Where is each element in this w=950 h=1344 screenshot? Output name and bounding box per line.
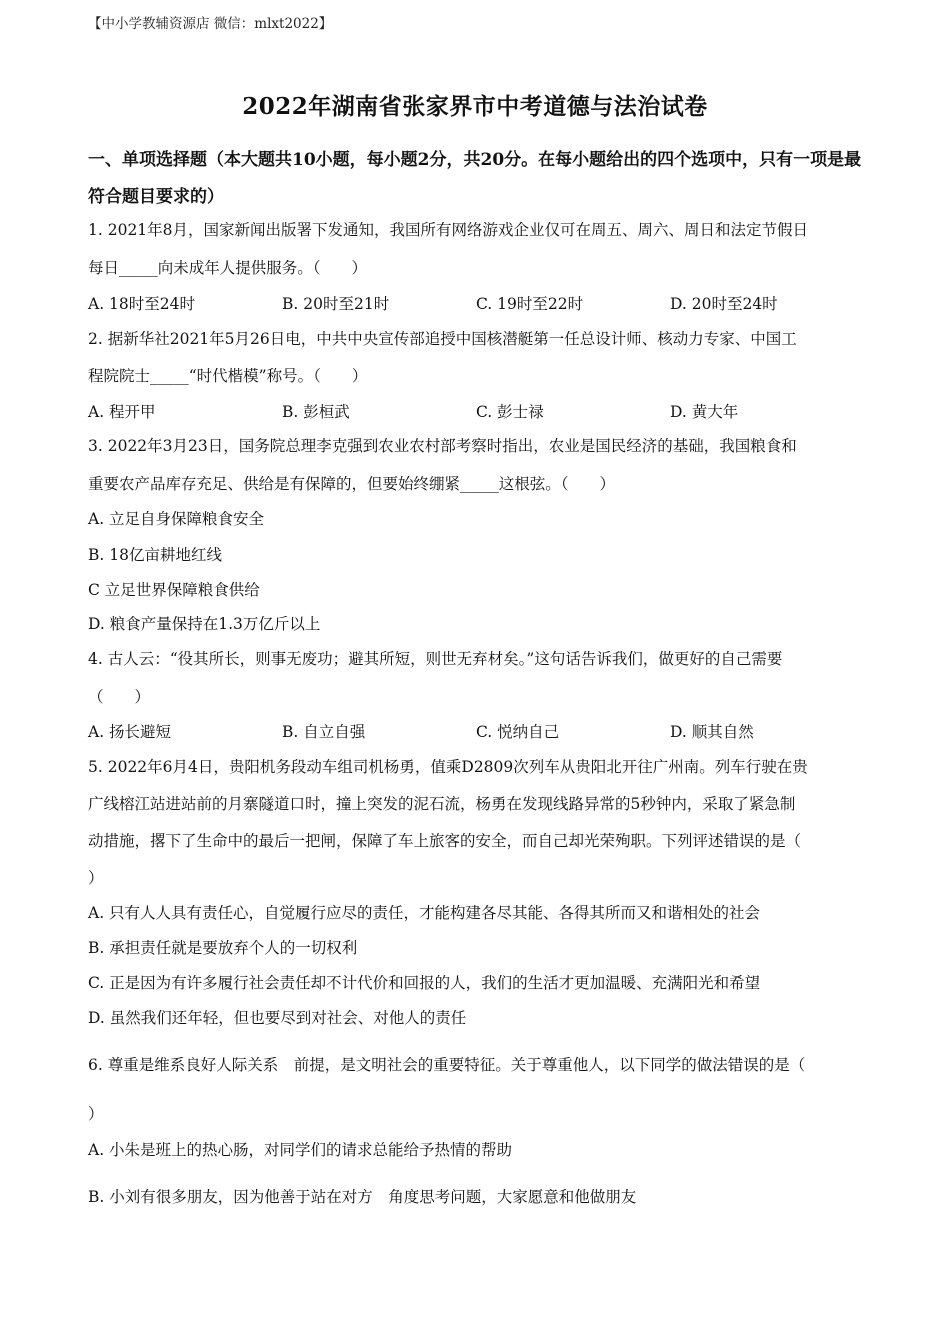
question-6-option-b: B. 小刘有很多朋友，因为他善于站在对方 角度思考问题，大家愿意和他做朋友 [88,1188,637,1206]
question-5-option-b: B. 承担责任就是要放弃个人的一切权利 [88,939,358,957]
question-1-text-line-2: 每日_____向未成年人提供服务。（ ） [88,259,368,277]
question-3-option-a: A. 立足自身保障粮食安全 [88,510,265,528]
question-2-option-c: C. 彭士禄 [476,403,544,421]
question-1-option-d: D. 20时至24时 [670,295,778,313]
question-4-option-b: B. 自立自强 [282,723,366,741]
question-5-text-line-4: ） [88,869,104,887]
question-3-option-d: D. 粮食产量保持在1.3万亿斤以上 [88,615,321,633]
question-2-text-line-1: 2. 据新华社2021年5月26日电，中共中央宣传部追授中国核潜艇第一任总设计师、核动力专家、中国工 [88,330,797,348]
question-2-option-d: D. 黄大年 [670,403,739,421]
question-2-text-line-2: 程院院士_____“时代楷模”称号。（ ） [88,367,368,385]
question-6-text-line-1: 6. 尊重是维系良好人际关系 前提，是文明社会的重要特征。关于尊重他人，以下同学的做法错误的是（ [88,1056,806,1074]
question-1-option-a: A. 18时至24时 [88,295,195,313]
question-3-option-b: B. 18亿亩耕地红线 [88,546,222,564]
question-4-option-d: D. 顺其自然 [670,723,754,741]
question-1-option-c: C. 19时至22时 [476,295,584,313]
question-2-option-b: B. 彭桓武 [282,403,350,421]
question-6-text-line-2: ） [88,1105,104,1123]
question-4-text-line-2: （ ） [88,688,151,706]
question-5-text-line-1: 5. 2022年6月4日，贵阳机务段动车组司机杨勇，值乘D2809次列车从贵阳北开往广州南。列车行驶在贵 [88,758,808,776]
question-5-option-c: C. 正是因为有许多履行社会责任却不计代价和回报的人，我们的生活才更加温暖、充满阳光和希望 [88,974,761,992]
question-2-option-a: A. 程开甲 [88,403,156,421]
question-1-option-b: B. 20时至21时 [282,295,390,313]
question-3-text-line-2: 重要农产品库存充足、供给是有保障的，但要始终绷紧_____这根弦。（ ） [88,475,616,493]
question-3-option-c: C 立足世界保障粮食供给 [88,581,260,599]
section-heading: 一、单项选择题（本大题共10小题，每小题2分，共20分。在每小题给出的四个选项中，只有一项是最符合题目要求的） [88,150,862,207]
question-3-text-line-1: 3. 2022年3月23日，国务院总理李克强到农业农村部考察时指出，农业是国民经济的基础，我国粮食和 [88,437,797,455]
question-4-text-line-1: 4. 古人云：“役其所长，则事无废功；避其所短，则世无弃材矣。”这句话告诉我们，做更好的自己需要 [88,650,783,668]
question-6-option-a: A. 小朱是班上的热心肠，对同学们的请求总能给予热情的帮助 [88,1141,513,1159]
question-4-option-c: C. 悦纳自己 [476,723,560,741]
question-5-option-a: A. 只有人人具有责任心，自觉履行应尽的责任，才能构建各尽其能、各得其所而又和谐相处的社会 [88,904,761,922]
question-5-text-line-2: 广线榕江站进站前的月寨隧道口时，撞上突发的泥石流，杨勇在发现线路异常的5秒钟内，采取了紧急制 [88,795,796,813]
question-5-text-line-3: 动措施，撂下了生命中的最后一把闸，保障了车上旅客的安全，而自己却光荣殉职。下列评述错误的是（ [88,832,802,850]
question-5-option-d: D. 虽然我们还年轻，但也要尽到对社会、对他人的责任 [88,1009,467,1027]
page-header: 【中小学教辅资源店 微信：mlxt2022】 [88,16,333,32]
page-title: 2022年湖南省张家界市中考道德与法治试卷 [242,93,708,120]
question-4-option-a: A. 扬长避短 [88,723,172,741]
question-1-text-line-1: 1. 2021年8月，国家新闻出版署下发通知，我国所有网络游戏企业仅可在周五、周六、周日和法定节假日 [88,221,809,239]
